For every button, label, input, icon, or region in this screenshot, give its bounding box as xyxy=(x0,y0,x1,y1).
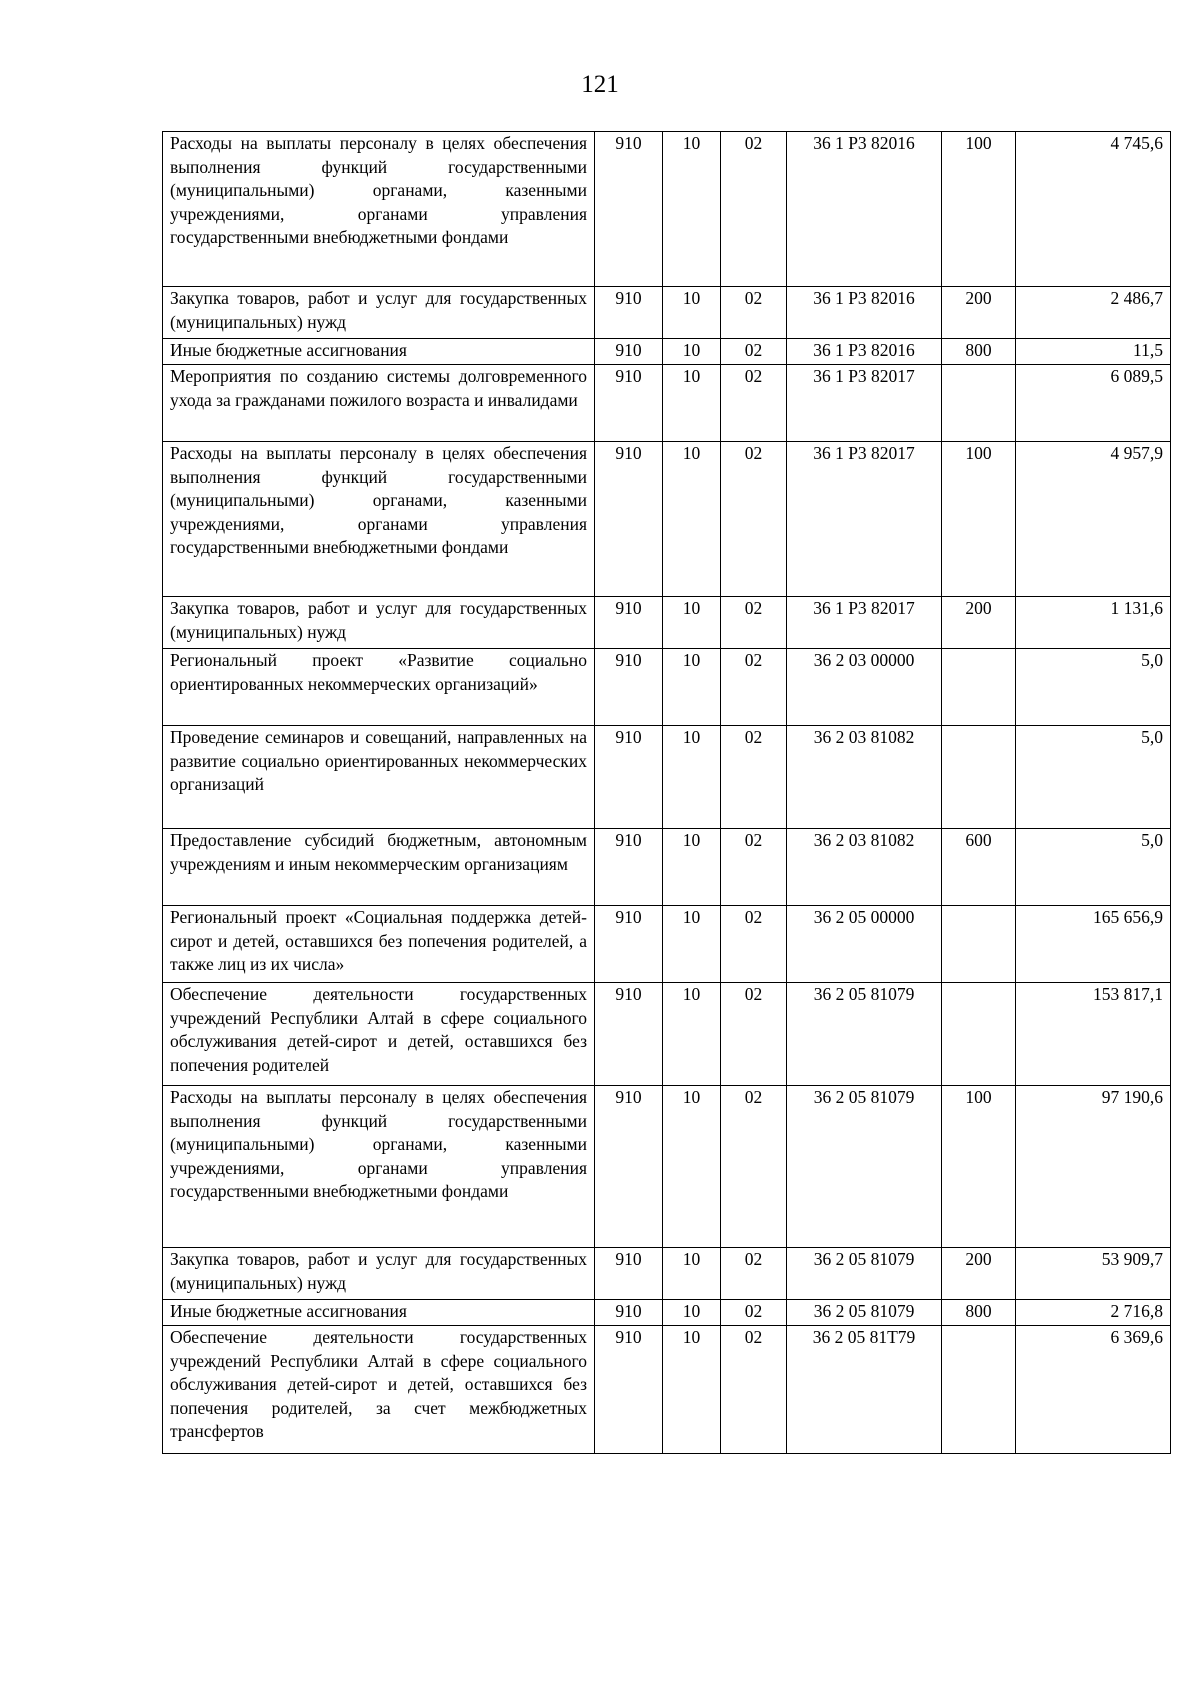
subsection-code: 02 xyxy=(721,649,787,726)
target-article-code: 36 1 P3 82017 xyxy=(787,442,942,597)
row-description: Расходы на выплаты персоналу в целях обеспечения выполнения функций государственными (муниципальными) органами, казенными учреждениями, органами управления государственными внебюджетными фондами xyxy=(163,132,595,287)
row-description: Иные бюджетные ассигнования xyxy=(163,1300,595,1326)
subsection-code: 02 xyxy=(721,132,787,287)
target-article-code: 36 2 05 81Т79 xyxy=(787,1326,942,1454)
expense-type-code: 200 xyxy=(942,1248,1016,1300)
table-row xyxy=(163,287,1171,339)
section-code: 10 xyxy=(663,442,721,597)
table-row xyxy=(163,442,1171,597)
expense-type-code: 800 xyxy=(942,339,1016,365)
amount: 2 716,8 xyxy=(1016,1300,1171,1326)
target-article-code: 36 1 P3 82016 xyxy=(787,132,942,287)
table-row xyxy=(163,1300,1171,1326)
expense-type-code xyxy=(942,726,1016,829)
row-description: Региональный проект «Социальная поддержка детей-сирот и детей, оставшихся без попечения родителей, а также лиц из их числа» xyxy=(163,906,595,983)
section-code: 10 xyxy=(663,1086,721,1248)
row-description: Закупка товаров, работ и услуг для государственных (муниципальных) нужд xyxy=(163,1248,595,1300)
section-code: 10 xyxy=(663,906,721,983)
amount: 6 369,6 xyxy=(1016,1326,1171,1454)
grbs-code: 910 xyxy=(595,829,663,906)
amount: 97 190,6 xyxy=(1016,1086,1171,1248)
amount: 1 131,6 xyxy=(1016,597,1171,649)
subsection-code: 02 xyxy=(721,339,787,365)
subsection-code: 02 xyxy=(721,906,787,983)
target-article-code: 36 2 05 81079 xyxy=(787,1300,942,1326)
subsection-code: 02 xyxy=(721,597,787,649)
row-description: Мероприятия по созданию системы долговременного ухода за гражданами пожилого возраста и инвалидами xyxy=(163,365,595,442)
table-row xyxy=(163,1326,1171,1454)
subsection-code: 02 xyxy=(721,1326,787,1454)
table-row xyxy=(163,132,1171,287)
grbs-code: 910 xyxy=(595,442,663,597)
row-description: Обеспечение деятельности государственных учреждений Республики Алтай в сфере социального обслуживания детей-сирот и детей, оставшихся без попечения родителей, за счет межбюджетных трансфертов xyxy=(163,1326,595,1454)
amount: 165 656,9 xyxy=(1016,906,1171,983)
subsection-code: 02 xyxy=(721,365,787,442)
target-article-code: 36 2 05 00000 xyxy=(787,906,942,983)
row-description: Обеспечение деятельности государственных учреждений Республики Алтай в сфере социального обслуживания детей-сирот и детей, оставшихся без попечения родителей xyxy=(163,983,595,1086)
row-description: Проведение семинаров и совещаний, направленных на развитие социально ориентированных некоммерческих организаций xyxy=(163,726,595,829)
subsection-code: 02 xyxy=(721,983,787,1086)
target-article-code: 36 1 P3 82017 xyxy=(787,597,942,649)
target-article-code: 36 1 P3 82016 xyxy=(787,287,942,339)
row-description: Предоставление субсидий бюджетным, автономным учреждениям и иным некоммерческим организациям xyxy=(163,829,595,906)
section-code: 10 xyxy=(663,649,721,726)
section-code: 10 xyxy=(663,597,721,649)
page-number: 121 xyxy=(581,71,619,98)
budget-table xyxy=(162,131,1171,1454)
grbs-code: 910 xyxy=(595,649,663,726)
amount: 5,0 xyxy=(1016,726,1171,829)
target-article-code: 36 2 03 81082 xyxy=(787,829,942,906)
table-row xyxy=(163,906,1171,983)
table-row xyxy=(163,365,1171,442)
table-row xyxy=(163,1248,1171,1300)
expense-type-code: 200 xyxy=(942,287,1016,339)
subsection-code: 02 xyxy=(721,726,787,829)
subsection-code: 02 xyxy=(721,1086,787,1248)
grbs-code: 910 xyxy=(595,339,663,365)
section-code: 10 xyxy=(663,365,721,442)
amount: 11,5 xyxy=(1016,339,1171,365)
expense-type-code xyxy=(942,1326,1016,1454)
table-row xyxy=(163,726,1171,829)
expense-type-code xyxy=(942,649,1016,726)
grbs-code: 910 xyxy=(595,983,663,1086)
subsection-code: 02 xyxy=(721,1248,787,1300)
expense-type-code xyxy=(942,365,1016,442)
row-description: Расходы на выплаты персоналу в целях обеспечения выполнения функций государственными (муниципальными) органами, казенными учреждениями, органами управления государственными внебюджетными фондами xyxy=(163,442,595,597)
table-row xyxy=(163,983,1171,1086)
amount: 53 909,7 xyxy=(1016,1248,1171,1300)
expense-type-code xyxy=(942,906,1016,983)
target-article-code: 36 2 05 81079 xyxy=(787,1086,942,1248)
section-code: 10 xyxy=(663,829,721,906)
expense-type-code: 600 xyxy=(942,829,1016,906)
section-code: 10 xyxy=(663,983,721,1086)
expense-type-code: 200 xyxy=(942,597,1016,649)
target-article-code: 36 2 05 81079 xyxy=(787,983,942,1086)
grbs-code: 910 xyxy=(595,597,663,649)
table-row xyxy=(163,649,1171,726)
row-description: Иные бюджетные ассигнования xyxy=(163,339,595,365)
grbs-code: 910 xyxy=(595,1326,663,1454)
target-article-code: 36 2 05 81079 xyxy=(787,1248,942,1300)
expense-type-code: 100 xyxy=(942,1086,1016,1248)
amount: 153 817,1 xyxy=(1016,983,1171,1086)
grbs-code: 910 xyxy=(595,287,663,339)
subsection-code: 02 xyxy=(721,829,787,906)
section-code: 10 xyxy=(663,1326,721,1454)
subsection-code: 02 xyxy=(721,1300,787,1326)
section-code: 10 xyxy=(663,1248,721,1300)
expense-type-code xyxy=(942,983,1016,1086)
amount: 5,0 xyxy=(1016,829,1171,906)
amount: 2 486,7 xyxy=(1016,287,1171,339)
table-row xyxy=(163,829,1171,906)
section-code: 10 xyxy=(663,1300,721,1326)
grbs-code: 910 xyxy=(595,726,663,829)
table-row xyxy=(163,1086,1171,1248)
target-article-code: 36 1 P3 82017 xyxy=(787,365,942,442)
target-article-code: 36 2 03 81082 xyxy=(787,726,942,829)
row-description: Закупка товаров, работ и услуг для государственных (муниципальных) нужд xyxy=(163,287,595,339)
section-code: 10 xyxy=(663,339,721,365)
amount: 5,0 xyxy=(1016,649,1171,726)
row-description: Расходы на выплаты персоналу в целях обеспечения выполнения функций государственными (муниципальными) органами, казенными учреждениями, органами управления государственными внебюджетными фондами xyxy=(163,1086,595,1248)
grbs-code: 910 xyxy=(595,906,663,983)
grbs-code: 910 xyxy=(595,1086,663,1248)
section-code: 10 xyxy=(663,287,721,339)
target-article-code: 36 2 03 00000 xyxy=(787,649,942,726)
amount: 4 957,9 xyxy=(1016,442,1171,597)
expense-type-code: 100 xyxy=(942,132,1016,287)
expense-type-code: 800 xyxy=(942,1300,1016,1326)
target-article-code: 36 1 P3 82016 xyxy=(787,339,942,365)
amount: 4 745,6 xyxy=(1016,132,1171,287)
row-description: Региональный проект «Развитие социально ориентированных некоммерческих организаций» xyxy=(163,649,595,726)
grbs-code: 910 xyxy=(595,132,663,287)
grbs-code: 910 xyxy=(595,365,663,442)
grbs-code: 910 xyxy=(595,1300,663,1326)
amount: 6 089,5 xyxy=(1016,365,1171,442)
expense-type-code: 100 xyxy=(942,442,1016,597)
subsection-code: 02 xyxy=(721,287,787,339)
section-code: 10 xyxy=(663,132,721,287)
subsection-code: 02 xyxy=(721,442,787,597)
row-description: Закупка товаров, работ и услуг для государственных (муниципальных) нужд xyxy=(163,597,595,649)
table-row xyxy=(163,597,1171,649)
table-row xyxy=(163,339,1171,365)
grbs-code: 910 xyxy=(595,1248,663,1300)
section-code: 10 xyxy=(663,726,721,829)
